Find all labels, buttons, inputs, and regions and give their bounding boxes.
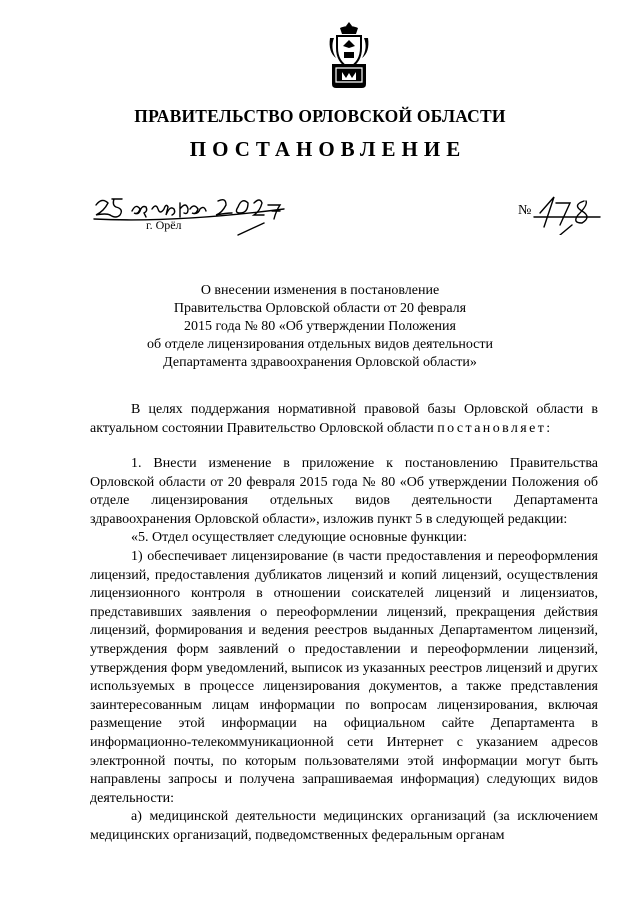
paragraph-1: 1. Внести изменение в приложение к постановлению Правительства Орловской области от 20 февраля 2015 года № 80 «Об утверждении Положения об отделе лицензирования отдельных видов деятельности Департамента здравоохранения Орловской области», изложив пункт 5 в следующей редакции:	[90, 456, 598, 527]
decree-body	[90, 455, 598, 845]
subject-line: Департамента здравоохранения Орловской области»	[163, 355, 477, 370]
document-subject	[0, 282, 640, 372]
paragraph-subitem-a: а) медицинской деятельности медицинских организаций (за исключением медицинских организаций, подведомственных федеральным органам	[90, 809, 598, 843]
decree-word: постановляет:	[437, 420, 553, 436]
coat-of-arms-icon	[326, 20, 372, 90]
city-label: г. Орёл	[146, 218, 182, 232]
document-type: ПОСТАНОВЛЕНИЕ	[189, 137, 467, 161]
paragraph-item-5: «5. Отдел осуществляет следующие основные функции:	[131, 530, 468, 546]
handwritten-date-signature	[92, 193, 292, 237]
subject-line: Правительства Орловской области от 20 февраля	[173, 301, 467, 316]
preamble	[90, 401, 598, 438]
subject-line: 2015 года № 80 «Об утверждении Положения	[184, 319, 456, 334]
paragraph-subitem-1: 1) обеспечивает лицензирование (в части предоставления и переоформления лицензий, предоставления дубликатов лицензий и копий лицензий, осуществления лицензионного контроля в отношении соискателей лицензий и лицензиатов, представивших заявления о переоформлении лицензий, прекращения действия лицензий, формирования и ведения реестров выданных Департаментом лицензий, утверждения форм заявлений о предоставлении и переоформлении лицензий, утверждения форм уведомлений, выписок из указанных реестров лицензий и других используемых в процессе лицензирования документов, а также представления заинтересованным лицам информации по вопросам лицензирования, включая размещение этой информации на официальном сайте Департамента в информационно-телекоммуникационной сети Интернет с указанием адресов электронной почты, по которым пользователями этой информации могут быть направлены запросы и получена запрашиваемая информация) следующих видов деятельности:	[90, 548, 598, 806]
government-name: ПРАВИТЕЛЬСТВО ОРЛОВСКОЙ ОБЛАСТИ	[134, 106, 506, 126]
preamble-text: В целях поддержания нормативной правовой базы Орловской области в актуальном состоянии Правительство Орловской области	[90, 402, 598, 436]
subject-line: О внесении изменения в постановление	[200, 283, 440, 298]
subject-line: об отделе лицензирования отдельных видов деятельности	[146, 337, 493, 352]
number-label: №	[518, 203, 532, 218]
handwritten-number	[532, 191, 604, 235]
